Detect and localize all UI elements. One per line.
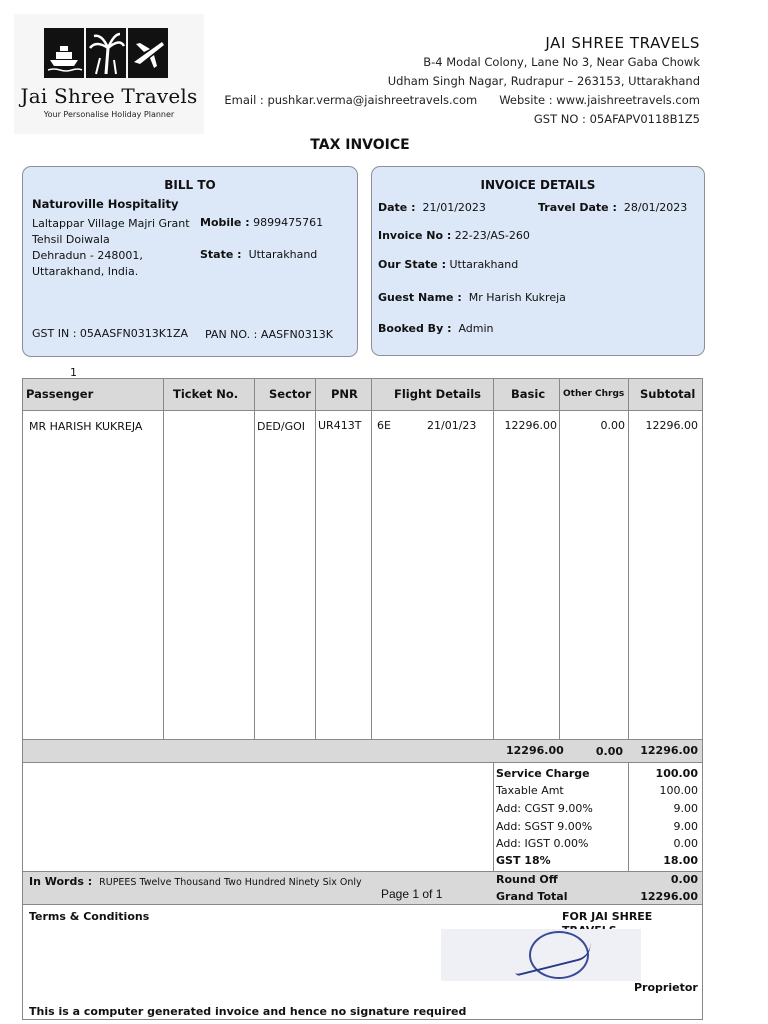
page-info: Page 1 of 1 [381, 887, 443, 901]
round-off-value: 0.00 [670, 873, 698, 886]
customer-address-line4: Uttarakhand, India. [32, 265, 139, 278]
bill-to-box [22, 166, 358, 357]
invoice-details-box [371, 166, 705, 356]
cgst-label: Add: CGST 9.00% [496, 802, 593, 815]
row-subtotal: 12296.00 [645, 419, 698, 432]
logo-icons [44, 28, 168, 78]
row-passenger: MR HARISH KUKREJA [29, 420, 143, 433]
mobile-value: 9899475761 [253, 216, 324, 229]
guest-name-field [378, 290, 566, 306]
logo-name: Jai Shree Travels [20, 84, 198, 108]
terms-heading: Terms & Conditions [29, 910, 150, 923]
totals-row [23, 739, 702, 763]
round-off-label: Round Off [496, 873, 558, 886]
taxable-amount-value: 100.00 [659, 784, 698, 797]
in-words-row [23, 871, 702, 905]
cruise-ship-icon [44, 28, 84, 78]
our-state: Uttarakhand [449, 258, 519, 271]
airplane-icon [128, 28, 168, 78]
our-state-label: Our State : [378, 258, 446, 271]
company-gst: GST NO : 05AFAPV0118B1Z5 [533, 112, 700, 126]
taxable-amount-label: Taxable Amt [496, 784, 564, 797]
col-passenger: Passenger [26, 387, 94, 401]
total-other-chrgs: 0.00 [595, 745, 623, 758]
customer-pan: PAN NO. : AASFN0313K [205, 328, 333, 341]
service-charge-value: 100.00 [655, 767, 698, 780]
column-divider [371, 379, 372, 739]
igst-label: Add: IGST 0.00% [496, 837, 589, 850]
row-airline: 6E [377, 419, 391, 432]
grand-total-label: Grand Total [496, 890, 568, 903]
igst-value: 0.00 [673, 837, 698, 850]
total-basic: 12296.00 [506, 744, 564, 757]
row-sector: DED/GOI [257, 420, 306, 433]
invoice-number-label: Invoice No : [378, 229, 452, 242]
page-marker: 1 [70, 366, 77, 379]
invoice-number: 22-23/AS-260 [454, 229, 530, 242]
cgst-value: 9.00 [673, 802, 698, 815]
booked-by-field [378, 321, 494, 337]
sgst-value: 9.00 [673, 820, 698, 833]
invoice-date-label: Date : [378, 201, 416, 214]
customer-address-line3: Dehradun - 248001, [32, 249, 143, 262]
column-divider [628, 379, 629, 905]
travel-date-label: Travel Date : [538, 201, 617, 214]
in-words-label: In Words : [29, 875, 93, 888]
column-divider [254, 379, 255, 739]
col-pnr: PNR [331, 387, 358, 401]
company-name: JAI SHREE TRAVELS [545, 34, 700, 52]
mobile-label: Mobile : [200, 216, 250, 229]
document-title: TAX INVOICE [310, 137, 410, 153]
palm-tree-icon [86, 28, 126, 78]
row-other-chrgs: 0.00 [600, 419, 625, 432]
travel-date-field [538, 200, 687, 216]
customer-gstin: GST IN : 05AASFN0313K1ZA [32, 327, 189, 340]
invoice-date: 21/01/2023 [422, 201, 486, 214]
travel-date: 28/01/2023 [623, 201, 688, 214]
booked-by: Admin [458, 322, 494, 335]
gst-total-label: GST 18% [496, 854, 551, 867]
customer-address-line1: Laltappar Village Majri Grant [32, 217, 190, 230]
company-email[interactable]: Email : pushkar.verma@jaishreetravels.com [224, 93, 478, 107]
invoice-number-field [378, 228, 530, 244]
company-logo [14, 14, 204, 134]
service-charge-label: Service Charge [496, 767, 590, 780]
guest-name: Mr Harish Kukreja [468, 291, 566, 304]
company-address-line2: Udham Singh Nagar, Rudrapur – 263153, Uttarakhand [387, 74, 700, 88]
grand-total-value: 12296.00 [640, 890, 698, 903]
table-header-row [23, 379, 702, 411]
invoice-details-heading: INVOICE DETAILS [480, 178, 596, 192]
col-basic: Basic [511, 387, 546, 401]
state-label: State : [200, 248, 242, 261]
row-pnr: UR413T [318, 419, 362, 432]
column-divider [163, 379, 164, 763]
mobile-field [200, 215, 323, 231]
company-address-line1: B-4 Modal Colony, Lane No 3, Near Gaba Chowk [423, 55, 700, 69]
bill-to-heading: BILL TO [164, 178, 216, 192]
for-company: FOR JAI SHREE [562, 910, 653, 923]
invoice-date-field [378, 200, 486, 216]
col-other-chrgs: Other Chrgs [563, 389, 625, 399]
invoice-table [22, 378, 703, 1020]
row-basic: 12296.00 [504, 419, 557, 432]
customer-address-line2: Tehsil Doiwala [32, 233, 110, 246]
signatory: Proprietor [634, 981, 698, 994]
col-flight-details: Flight Details [394, 387, 481, 401]
state-value: Uttarakhand [248, 248, 318, 261]
gst-total-value: 18.00 [663, 854, 698, 867]
col-subtotal: Subtotal [640, 387, 696, 401]
computer-generated-note: This is a computer generated invoice and hence no signature required [29, 1005, 467, 1018]
sgst-label: Add: SGST 9.00% [496, 820, 593, 833]
column-divider [493, 379, 494, 905]
our-state-field [378, 257, 518, 273]
column-divider [559, 379, 560, 763]
customer-name: Naturoville Hospitality [32, 197, 179, 211]
col-ticket-no: Ticket No. [173, 387, 239, 401]
booked-by-label: Booked By : [378, 322, 452, 335]
guest-name-label: Guest Name : [378, 291, 462, 304]
in-words [29, 875, 362, 890]
col-sector: Sector [269, 387, 311, 401]
company-header [224, 33, 700, 129]
company-contact-row [224, 91, 700, 110]
total-subtotal: 12296.00 [640, 744, 698, 757]
company-stamp-icon [441, 929, 641, 981]
logo-tagline: Your Personalise Holiday Planner [43, 110, 175, 119]
state-field [200, 247, 317, 263]
company-website[interactable]: Website : www.jaishreetravels.com [499, 93, 700, 107]
row-flight-date: 21/01/23 [427, 419, 477, 432]
in-words-value: RUPEES Twelve Thousand Two Hundred Ninety Six Only [99, 877, 362, 888]
column-divider [315, 379, 316, 739]
